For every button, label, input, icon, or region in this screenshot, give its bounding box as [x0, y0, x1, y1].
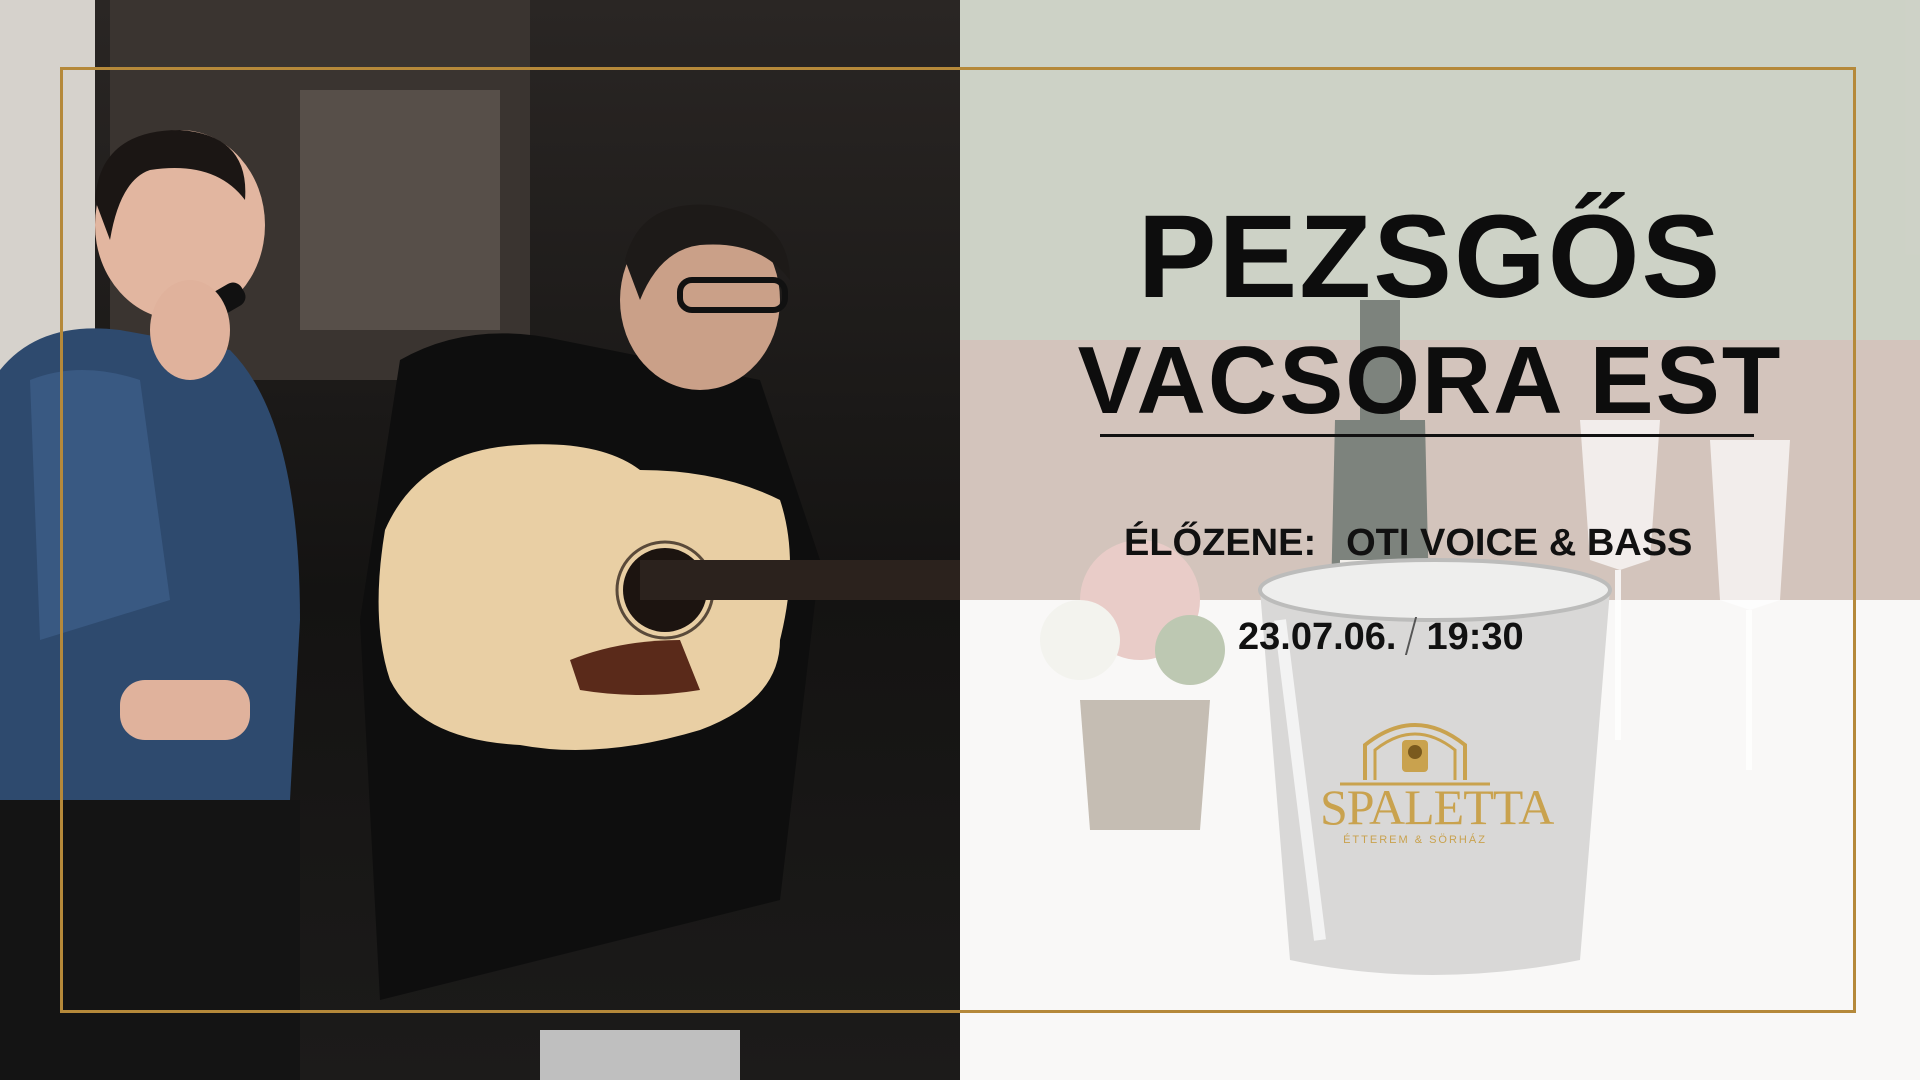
- event-date: 23.07.06.: [1238, 616, 1397, 658]
- date-time-separator: [1405, 617, 1417, 655]
- logo-subtitle: ÉTTEREM & SÖRHÁZ: [1343, 834, 1487, 846]
- logo-name: SPALETTA: [1320, 779, 1554, 835]
- live-music-act: OTI VOICE & BASS: [1346, 522, 1693, 564]
- guitar: [379, 444, 960, 750]
- window-glow: [300, 90, 500, 330]
- spaletta-logo: [1320, 710, 1554, 870]
- event-datetime: [1238, 616, 1524, 659]
- sneakers: [540, 1030, 740, 1080]
- live-music-line: [1124, 522, 1692, 565]
- event-title-line2: VACSORA EST: [1077, 327, 1783, 434]
- live-music-label: ÉLŐZENE:: [1124, 522, 1317, 564]
- title-underline: [1100, 434, 1754, 437]
- event-title-line1: PEZSGŐS: [1137, 191, 1723, 323]
- event-time: 19:30: [1426, 616, 1524, 658]
